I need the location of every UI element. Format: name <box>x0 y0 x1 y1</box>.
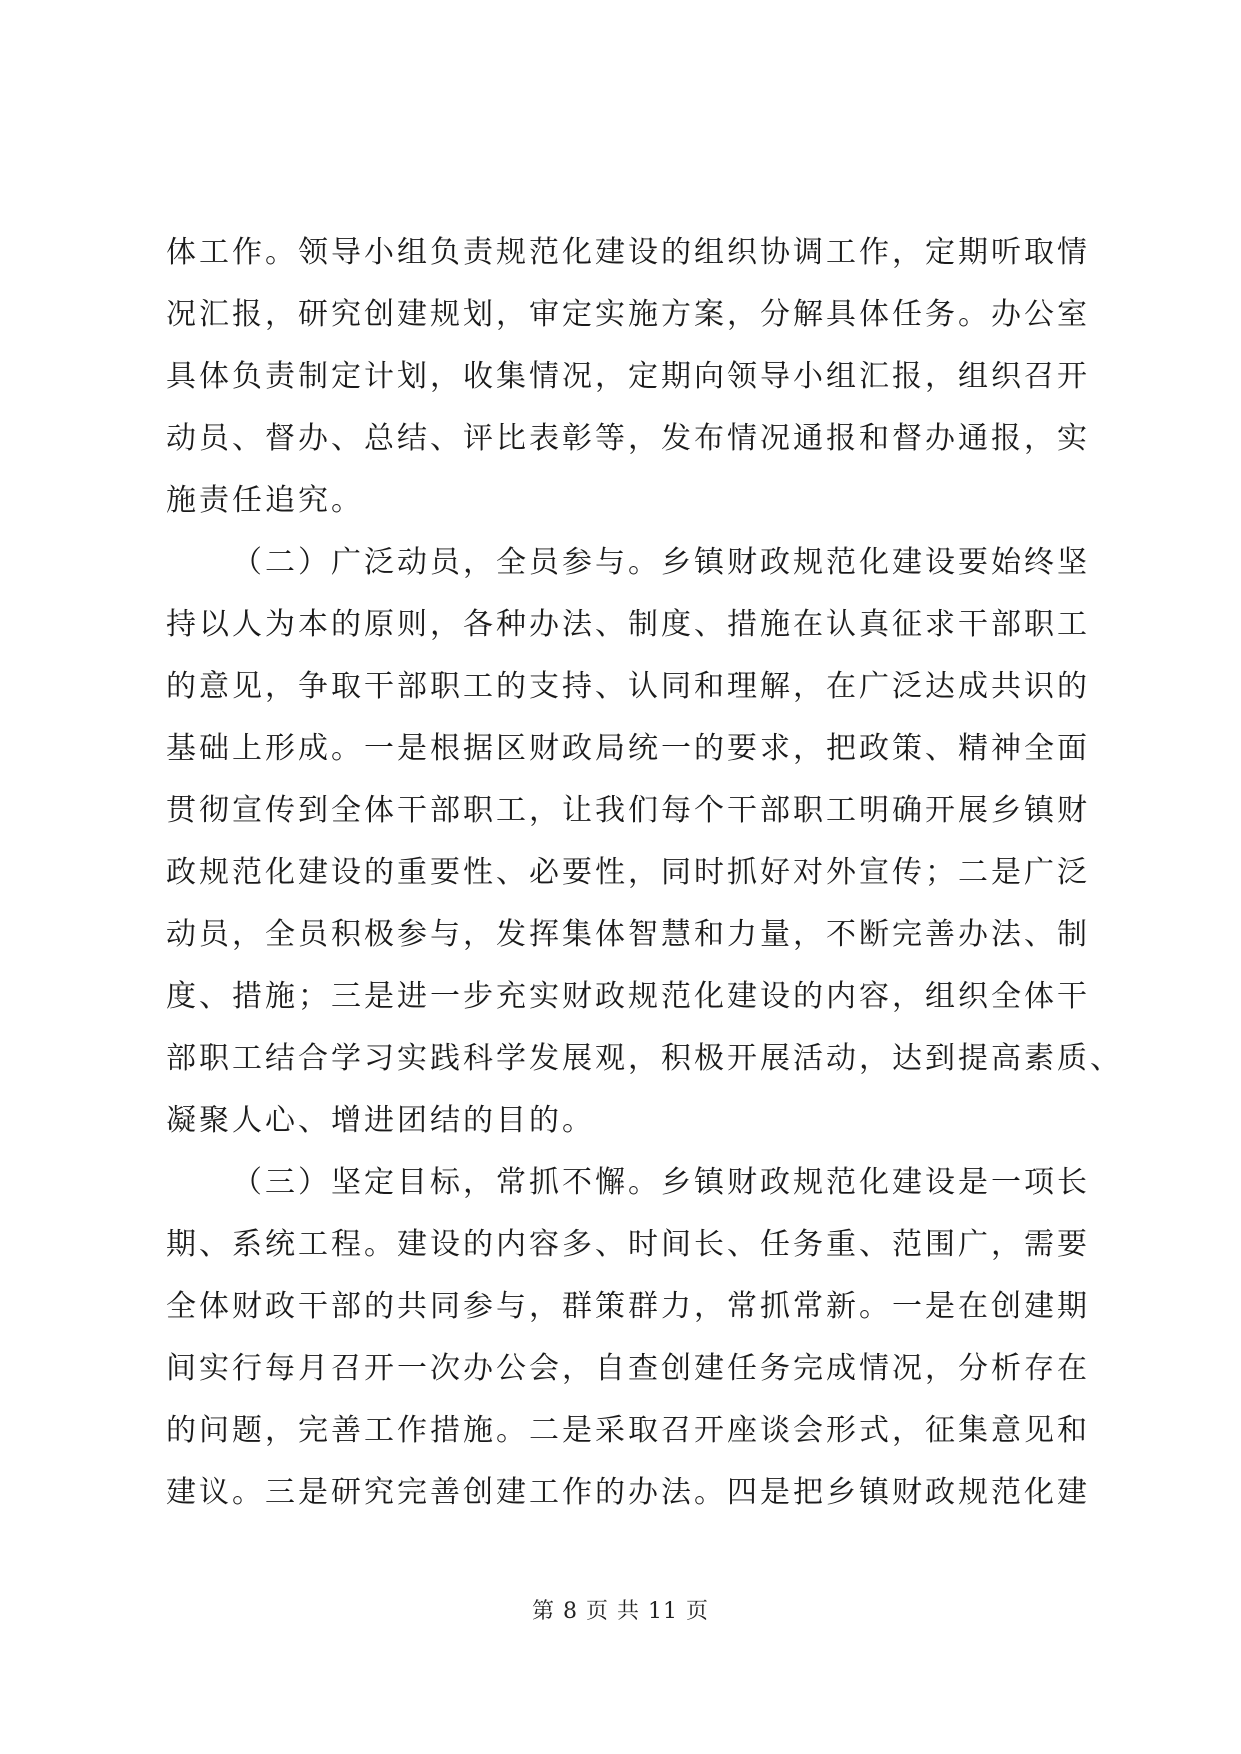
text-line: 部职工结合学习实践科学发展观，积极开展活动，达到提高素质、 <box>166 1041 1123 1076</box>
text-line: 的意见，争取干部职工的支持、认同和理解，在广泛达成共识的 <box>166 669 1090 704</box>
text-line: 度、措施；三是进一步充实财政规范化建设的内容，组织全体干 <box>166 979 1090 1014</box>
text-line: 全体财政干部的共同参与，群策群力，常抓常新。一是在创建期 <box>166 1289 1090 1324</box>
text-line: 的问题，完善工作措施。二是采取召开座谈会形式，征集意见和 <box>166 1413 1090 1448</box>
text-line: 基础上形成。一是根据区财政局统一的要求，把政策、精神全面 <box>166 731 1090 766</box>
text-line: 政规范化建设的重要性、必要性，同时抓好对外宣传；二是广泛 <box>166 855 1090 890</box>
text-line: 间实行每月召开一次办公会，自查创建任务完成情况，分析存在 <box>166 1351 1090 1386</box>
text-line: 具体负责制定计划，收集情况，定期向领导小组汇报，组织召开 <box>166 359 1090 394</box>
text-line: 建议。三是研究完善创建工作的办法。四是把乡镇财政规范化建 <box>166 1475 1090 1510</box>
paragraph-3 <box>166 1152 1090 1524</box>
text-line: 期、系统工程。建设的内容多、时间长、任务重、范围广，需要 <box>166 1227 1090 1262</box>
text-line: 贯彻宣传到全体干部职工，让我们每个干部职工明确开展乡镇财 <box>166 793 1090 828</box>
text-line: 况汇报，研究创建规划，审定实施方案，分解具体任务。办公室 <box>166 297 1090 332</box>
text-line: （二）广泛动员，全员参与。乡镇财政规范化建设要始终坚 <box>232 545 1090 580</box>
text-line: 凝聚人心、增进团结的目的。 <box>166 1103 595 1138</box>
text-line: （三）坚定目标，常抓不懈。乡镇财政规范化建设是一项长 <box>232 1165 1090 1200</box>
document-body <box>166 222 1123 1524</box>
text-line: 施责任追究。 <box>166 483 364 518</box>
text-line: 动员、督办、总结、评比表彰等，发布情况通报和督办通报，实 <box>166 421 1090 456</box>
text-line: 动员，全员积极参与，发挥集体智慧和力量，不断完善办法、制 <box>166 917 1090 952</box>
paragraph-1 <box>166 222 1090 532</box>
paragraph-2 <box>166 532 1123 1152</box>
text-line: 持以人为本的原则，各种办法、制度、措施在认真征求干部职工 <box>166 607 1090 642</box>
text-line: 体工作。领导小组负责规范化建设的组织协调工作，定期听取情 <box>166 235 1090 270</box>
page-number-footer: 第 8 页 共 11 页 <box>532 1599 709 1624</box>
